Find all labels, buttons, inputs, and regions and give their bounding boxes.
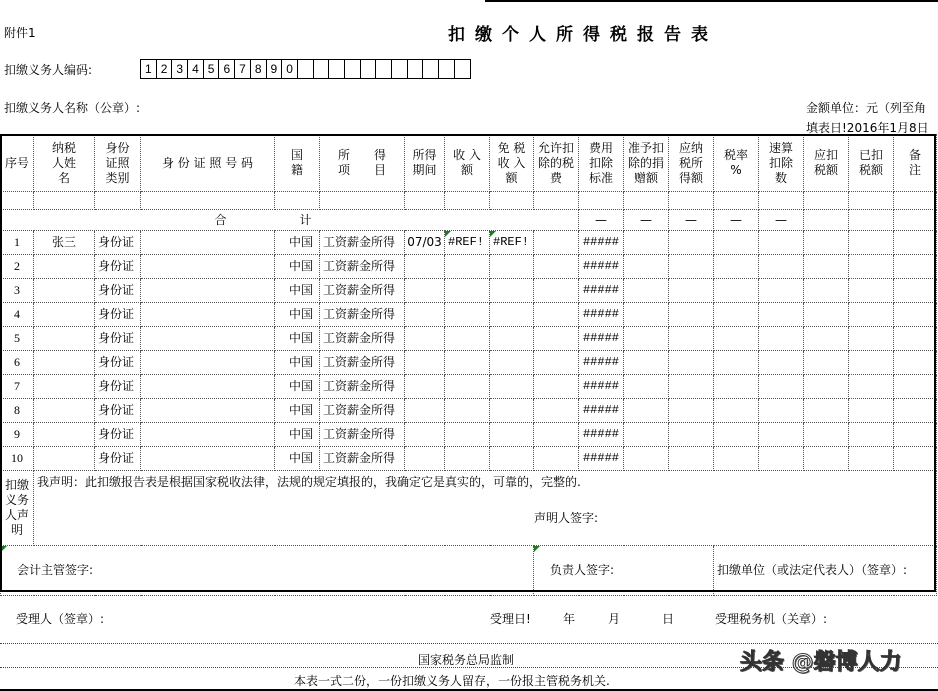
allowed-tax-fee[interactable]	[534, 447, 579, 471]
taxpayer-name[interactable]	[34, 327, 95, 351]
cell[interactable]	[849, 279, 894, 303]
income-period[interactable]	[405, 279, 445, 303]
code-digit-box[interactable]: 5	[204, 60, 220, 78]
table-row	[1, 303, 937, 327]
table-row	[1, 327, 937, 351]
amount-unit-label: 金额单位：元（列至角	[806, 101, 927, 115]
id-type[interactable]: 身份证	[95, 327, 141, 351]
divider	[0, 643, 938, 644]
allowed-tax-fee[interactable]	[534, 327, 579, 351]
cell[interactable]	[624, 375, 669, 399]
allowed-tax-fee[interactable]	[534, 375, 579, 399]
code-digit-box[interactable]	[392, 60, 408, 78]
withholder-code-label: 扣缴义务人编码:	[4, 63, 93, 77]
id-type[interactable]: 身份证	[95, 399, 141, 423]
deduction-standard[interactable]: #####	[579, 303, 624, 327]
cell[interactable]	[849, 255, 894, 279]
income-item[interactable]: 工资薪金所得	[320, 279, 405, 303]
exempt-income[interactable]: #REF!	[490, 231, 534, 255]
code-digit-box[interactable]: 9	[267, 60, 283, 78]
taxpayer-name[interactable]	[34, 447, 95, 471]
cell[interactable]	[714, 447, 759, 471]
cell[interactable]	[624, 279, 669, 303]
taxpayer-name[interactable]	[34, 303, 95, 327]
nationality[interactable]: 中国	[275, 399, 320, 423]
cell[interactable]	[894, 351, 937, 375]
column-header: 税率 %	[714, 135, 759, 192]
id-number[interactable]	[141, 447, 275, 471]
day-label: 日	[662, 612, 675, 626]
cell[interactable]	[669, 279, 714, 303]
cell[interactable]	[804, 351, 849, 375]
column-header: 序号	[1, 135, 34, 192]
cell[interactable]	[490, 192, 534, 210]
exempt-income[interactable]	[490, 303, 534, 327]
watermark: 头条 @磐博人力	[740, 650, 902, 675]
cell[interactable]	[804, 423, 849, 447]
income-amount[interactable]: #REF!	[445, 231, 490, 255]
cell[interactable]	[804, 303, 849, 327]
code-digit-box[interactable]	[423, 60, 439, 78]
income-amount[interactable]	[445, 351, 490, 375]
id-number[interactable]	[141, 375, 275, 399]
cell[interactable]	[804, 231, 849, 255]
id-type[interactable]: 身份证	[95, 303, 141, 327]
cell[interactable]	[714, 327, 759, 351]
code-digit-box[interactable]: 1	[141, 60, 157, 78]
cell[interactable]	[669, 255, 714, 279]
income-period[interactable]	[405, 255, 445, 279]
cell[interactable]	[405, 210, 579, 231]
code-digit-box[interactable]: 2	[157, 60, 173, 78]
income-amount[interactable]	[445, 327, 490, 351]
table-row	[1, 231, 937, 255]
allowed-tax-fee[interactable]	[534, 255, 579, 279]
responsible-signature-label: 负责人签字:	[534, 546, 714, 596]
accounting-signature-label: 会计主管签字:	[1, 546, 534, 596]
cell[interactable]	[759, 423, 804, 447]
income-item[interactable]: 工资薪金所得	[320, 231, 405, 255]
cell[interactable]	[849, 375, 894, 399]
cell[interactable]	[894, 255, 937, 279]
cell[interactable]	[804, 447, 849, 471]
cell[interactable]	[849, 423, 894, 447]
income-amount[interactable]	[445, 375, 490, 399]
cell[interactable]	[759, 192, 804, 210]
code-digit-box[interactable]: 6	[219, 60, 235, 78]
income-item[interactable]: 工资薪金所得	[320, 375, 405, 399]
id-type[interactable]: 身份证	[95, 255, 141, 279]
cell[interactable]	[759, 351, 804, 375]
id-type[interactable]: 身份证	[95, 447, 141, 471]
code-digit-box[interactable]: 0	[282, 60, 298, 78]
income-period[interactable]	[405, 399, 445, 423]
cell[interactable]	[624, 255, 669, 279]
row-number: 1	[1, 231, 34, 255]
total-row	[1, 210, 937, 231]
cell[interactable]	[894, 327, 937, 351]
income-period[interactable]	[405, 375, 445, 399]
table-row	[1, 447, 937, 471]
table-row	[1, 423, 937, 447]
cell[interactable]	[894, 375, 937, 399]
cell[interactable]	[894, 192, 937, 210]
cell[interactable]	[759, 303, 804, 327]
id-number[interactable]	[141, 303, 275, 327]
cell[interactable]	[714, 399, 759, 423]
income-item[interactable]: 工资薪金所得	[320, 399, 405, 423]
income-period[interactable]	[405, 351, 445, 375]
cell[interactable]	[804, 399, 849, 423]
cell[interactable]	[624, 327, 669, 351]
receive-date-label: 受理日!	[490, 612, 531, 626]
deduction-standard[interactable]: #####	[579, 423, 624, 447]
code-digit-box[interactable]	[455, 60, 471, 78]
column-header: 纳税 人姓 名	[34, 135, 95, 192]
nationality[interactable]: 中国	[275, 375, 320, 399]
row-number: 3	[1, 279, 34, 303]
nationality[interactable]: 中国	[275, 279, 320, 303]
cell[interactable]	[445, 192, 490, 210]
cell[interactable]	[804, 255, 849, 279]
month-label: 月	[608, 612, 621, 626]
row-number: 7	[1, 375, 34, 399]
withholder-code-field[interactable]	[140, 59, 471, 79]
income-item[interactable]: 工资薪金所得	[320, 303, 405, 327]
declaration-row	[1, 471, 937, 546]
deduction-standard[interactable]: #####	[579, 351, 624, 375]
cell[interactable]	[275, 192, 320, 210]
total-dash: —	[624, 210, 669, 231]
income-amount[interactable]	[445, 447, 490, 471]
income-item[interactable]: 工资薪金所得	[320, 447, 405, 471]
total-dash: —	[579, 210, 624, 231]
code-digit-box[interactable]	[329, 60, 345, 78]
attachment-label: 附件1	[4, 26, 36, 40]
income-amount[interactable]	[445, 279, 490, 303]
cell[interactable]	[894, 423, 937, 447]
total-dash: —	[759, 210, 804, 231]
row-number: 2	[1, 255, 34, 279]
income-amount[interactable]	[445, 423, 490, 447]
income-item[interactable]: 工资薪金所得	[320, 351, 405, 375]
taxpayer-name[interactable]	[34, 399, 95, 423]
id-number[interactable]	[141, 231, 275, 255]
allowed-tax-fee[interactable]	[534, 231, 579, 255]
allowed-tax-fee[interactable]	[534, 303, 579, 327]
cell[interactable]	[141, 192, 275, 210]
code-digit-box[interactable]	[361, 60, 377, 78]
tax-report-table	[0, 134, 937, 596]
cell[interactable]	[894, 210, 937, 231]
cell[interactable]	[849, 303, 894, 327]
tax-office-label: 受理税务机（关章）:	[715, 612, 828, 626]
code-digit-box[interactable]: 8	[251, 60, 267, 78]
income-amount[interactable]	[445, 303, 490, 327]
table-row	[1, 351, 937, 375]
cell[interactable]	[34, 192, 95, 210]
income-item[interactable]: 工资薪金所得	[320, 327, 405, 351]
exempt-income[interactable]	[490, 255, 534, 279]
cell[interactable]	[534, 192, 579, 210]
cell[interactable]	[624, 447, 669, 471]
exempt-income[interactable]	[490, 375, 534, 399]
cell[interactable]	[894, 279, 937, 303]
code-digit-box[interactable]	[439, 60, 455, 78]
id-type[interactable]: 身份证	[95, 423, 141, 447]
cell[interactable]	[894, 231, 937, 255]
cell[interactable]	[714, 231, 759, 255]
total-dash: —	[714, 210, 759, 231]
declaration-text: 我声明：此扣缴报告表是根据国家税收法律，法规的规定填报的，我确定它是真实的，可靠的，完整的.	[37, 475, 581, 489]
cell[interactable]	[759, 447, 804, 471]
cell[interactable]	[714, 351, 759, 375]
cell[interactable]	[804, 327, 849, 351]
cell[interactable]	[804, 192, 849, 210]
income-period[interactable]	[405, 303, 445, 327]
code-digit-box[interactable]	[408, 60, 424, 78]
code-digit-box[interactable]: 7	[235, 60, 251, 78]
row-number: 9	[1, 423, 34, 447]
cell[interactable]	[804, 375, 849, 399]
code-digit-box[interactable]: 3	[172, 60, 188, 78]
exempt-income[interactable]	[490, 399, 534, 423]
id-number[interactable]	[141, 255, 275, 279]
taxpayer-name[interactable]	[34, 255, 95, 279]
total-label-ji: 计	[275, 210, 405, 231]
column-header: 应纳 税所 得额	[669, 135, 714, 192]
column-header: 备 注	[894, 135, 937, 192]
table-row	[1, 375, 937, 399]
cell[interactable]	[849, 351, 894, 375]
cell[interactable]	[849, 210, 894, 231]
cell[interactable]	[714, 192, 759, 210]
id-number[interactable]	[141, 327, 275, 351]
cell[interactable]	[95, 192, 141, 210]
copies-note: 本表一式二份，一份扣缴义务人留存，一份报主管税务机关.	[294, 674, 610, 688]
total-dash: —	[669, 210, 714, 231]
row-number: 6	[1, 351, 34, 375]
column-header: 国 籍	[275, 135, 320, 192]
deduction-standard[interactable]: #####	[579, 279, 624, 303]
cell[interactable]	[669, 351, 714, 375]
id-type[interactable]: 身份证	[95, 375, 141, 399]
header-row	[1, 135, 937, 192]
cell[interactable]	[624, 351, 669, 375]
unit-signature-label: 扣缴单位（或法定代表人）（签章）:	[714, 546, 937, 596]
code-digit-box[interactable]: 4	[188, 60, 204, 78]
cell[interactable]	[759, 279, 804, 303]
cell[interactable]	[849, 192, 894, 210]
total-label-he: 合	[1, 210, 275, 231]
cell[interactable]	[759, 399, 804, 423]
code-digit-box[interactable]	[314, 60, 330, 78]
cell[interactable]	[624, 423, 669, 447]
code-digit-box[interactable]	[298, 60, 314, 78]
signature-row	[1, 546, 937, 596]
cell[interactable]	[405, 192, 445, 210]
cell[interactable]	[669, 399, 714, 423]
column-header: 速算 扣除 数	[759, 135, 804, 192]
income-item[interactable]: 工资薪金所得	[320, 423, 405, 447]
income-period[interactable]: 07/03	[405, 231, 445, 255]
row-number: 10	[1, 447, 34, 471]
declaration-side-label: 扣缴 义务 人声 明	[1, 471, 34, 546]
allowed-tax-fee[interactable]	[534, 399, 579, 423]
nationality[interactable]: 中国	[275, 351, 320, 375]
cell[interactable]	[669, 192, 714, 210]
exempt-income[interactable]	[490, 279, 534, 303]
cell[interactable]	[669, 327, 714, 351]
cell[interactable]	[849, 399, 894, 423]
row-number: 4	[1, 303, 34, 327]
cell[interactable]	[714, 423, 759, 447]
cell[interactable]	[849, 231, 894, 255]
deduction-standard[interactable]: #####	[579, 231, 624, 255]
cell[interactable]	[669, 375, 714, 399]
cell[interactable]	[669, 303, 714, 327]
cell[interactable]	[624, 399, 669, 423]
cell[interactable]	[804, 279, 849, 303]
cell[interactable]	[759, 231, 804, 255]
page-title: 扣缴个人所得税报告表	[448, 25, 718, 45]
id-number[interactable]	[141, 279, 275, 303]
exempt-income[interactable]	[490, 447, 534, 471]
id-type[interactable]: 身份证	[95, 279, 141, 303]
taxpayer-name[interactable]	[34, 375, 95, 399]
cell[interactable]	[714, 255, 759, 279]
income-item[interactable]: 工资薪金所得	[320, 255, 405, 279]
receiver-label: 受理人（签章）:	[16, 612, 105, 626]
cell[interactable]	[669, 423, 714, 447]
cell[interactable]	[804, 210, 849, 231]
nationality[interactable]: 中国	[275, 447, 320, 471]
declarant-signature-label: 声明人签字:	[534, 511, 599, 525]
cell[interactable]	[669, 231, 714, 255]
id-number[interactable]	[141, 423, 275, 447]
id-number[interactable]	[141, 399, 275, 423]
deduction-standard[interactable]: #####	[579, 327, 624, 351]
cell[interactable]	[759, 375, 804, 399]
taxpayer-name[interactable]	[34, 423, 95, 447]
blank-row	[1, 192, 937, 210]
table-row	[1, 279, 937, 303]
column-header: 应扣 税额	[804, 135, 849, 192]
row-number: 8	[1, 399, 34, 423]
column-header: 允许扣 除的税 费	[534, 135, 579, 192]
cell[interactable]	[894, 447, 937, 471]
id-type[interactable]: 身份证	[95, 351, 141, 375]
table-row	[1, 255, 937, 279]
cell[interactable]	[714, 279, 759, 303]
top-border	[485, 0, 938, 2]
id-number[interactable]	[141, 351, 275, 375]
column-header: 身份 证照 类别	[95, 135, 141, 192]
taxpayer-name[interactable]	[34, 351, 95, 375]
nationality[interactable]: 中国	[275, 231, 320, 255]
row-number: 5	[1, 327, 34, 351]
table-row	[1, 399, 937, 423]
income-amount[interactable]	[445, 399, 490, 423]
nationality[interactable]: 中国	[275, 423, 320, 447]
deduction-standard[interactable]: #####	[579, 255, 624, 279]
declaration-cell	[34, 471, 937, 546]
income-period[interactable]	[405, 423, 445, 447]
code-digit-box[interactable]	[345, 60, 361, 78]
cell[interactable]	[624, 231, 669, 255]
taxpayer-name[interactable]	[34, 279, 95, 303]
income-amount[interactable]	[445, 255, 490, 279]
exempt-income[interactable]	[490, 351, 534, 375]
allowed-tax-fee[interactable]	[534, 351, 579, 375]
column-header: 已扣 税额	[849, 135, 894, 192]
year-label: 年	[563, 612, 576, 626]
supervised-label: 国家税务总局监制	[418, 653, 515, 667]
exempt-income[interactable]	[490, 423, 534, 447]
cell[interactable]	[849, 447, 894, 471]
column-header: 所 得 项 目	[320, 135, 405, 192]
code-digit-box[interactable]	[376, 60, 392, 78]
cell[interactable]	[320, 192, 405, 210]
cell[interactable]	[624, 303, 669, 327]
id-type[interactable]: 身份证	[95, 231, 141, 255]
deduction-standard[interactable]: #####	[579, 399, 624, 423]
allowed-tax-fee[interactable]	[534, 279, 579, 303]
withholder-name-label: 扣缴义务人名称（公章）:	[4, 101, 141, 115]
deduction-standard[interactable]: #####	[579, 375, 624, 399]
column-header: 费用 扣除 标准	[579, 135, 624, 192]
column-header: 身 份 证 照 号 码	[141, 135, 275, 192]
column-header: 收 入 额	[445, 135, 490, 192]
fill-date: 填表日!2016年1月8日	[806, 121, 929, 135]
cell[interactable]	[579, 192, 624, 210]
allowed-tax-fee[interactable]	[534, 423, 579, 447]
cell[interactable]	[759, 255, 804, 279]
column-header: 免 税 收 入 额	[490, 135, 534, 192]
cell[interactable]	[849, 327, 894, 351]
exempt-income[interactable]	[490, 327, 534, 351]
column-header: 所得 期间	[405, 135, 445, 192]
cell[interactable]	[759, 327, 804, 351]
cell[interactable]	[1, 192, 34, 210]
nationality[interactable]: 中国	[275, 303, 320, 327]
cell[interactable]	[714, 303, 759, 327]
cell[interactable]	[714, 375, 759, 399]
taxpayer-name[interactable]: 张三	[34, 231, 95, 255]
cell[interactable]	[669, 447, 714, 471]
income-period[interactable]	[405, 447, 445, 471]
cell[interactable]	[894, 399, 937, 423]
income-period[interactable]	[405, 327, 445, 351]
deduction-standard[interactable]: #####	[579, 447, 624, 471]
column-header: 准予扣 除的捐 赠额	[624, 135, 669, 192]
nationality[interactable]: 中国	[275, 327, 320, 351]
cell[interactable]	[894, 303, 937, 327]
nationality[interactable]: 中国	[275, 255, 320, 279]
cell[interactable]	[624, 192, 669, 210]
